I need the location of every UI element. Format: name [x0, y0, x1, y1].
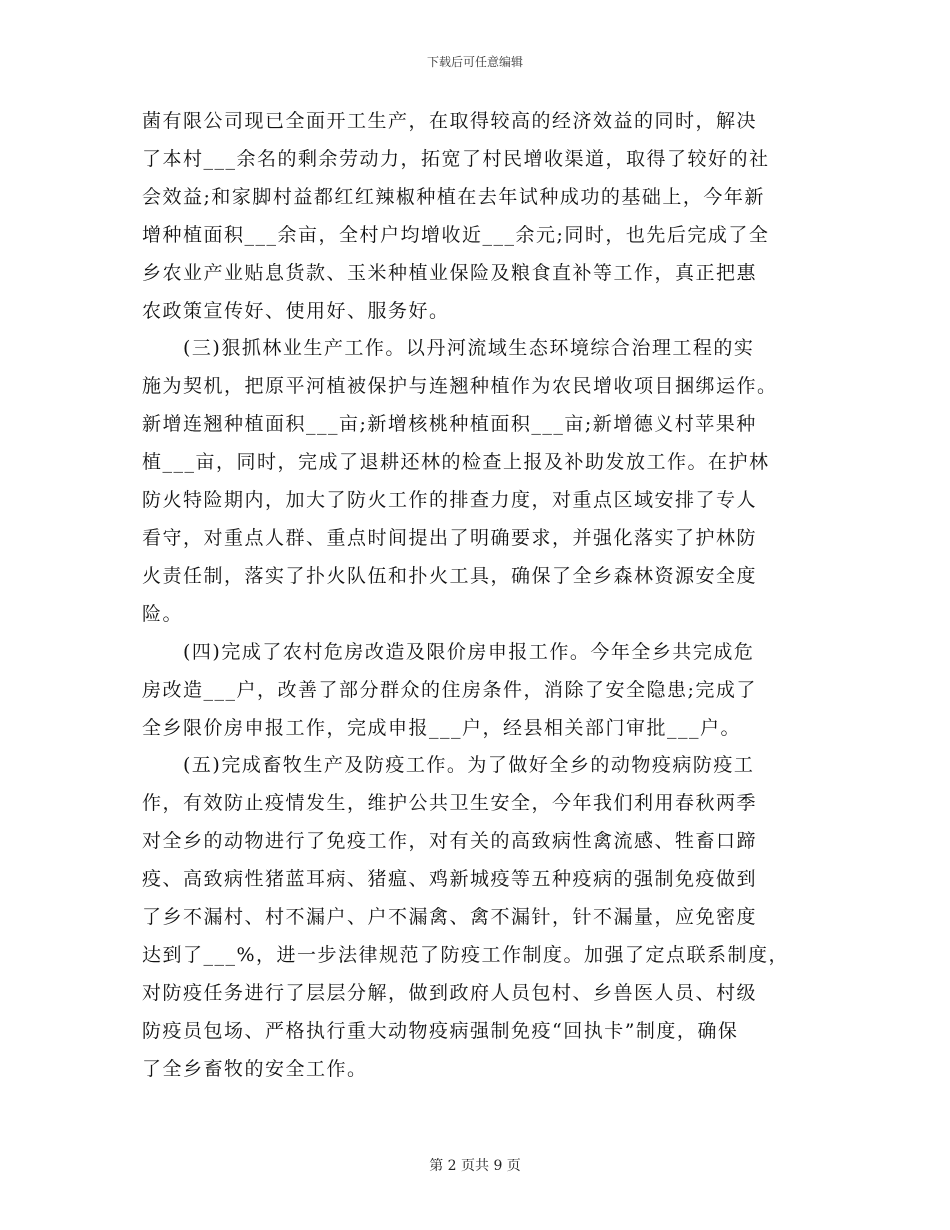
text-line: 增种植面积___余亩，全村户均增收近___余元;同时，也先后完成了全 [142, 223, 770, 246]
page-header: 下载后可任意编辑 [426, 55, 523, 69]
paragraph-forestry [142, 330, 808, 633]
text-line: 菌有限公司现已全面开工生产，在取得较高的经济效益的同时，解决 [142, 110, 758, 132]
text-line: 了全乡畜牧的安全工作。 [142, 1057, 368, 1080]
text-line: 全乡限价房申报工作，完成申报___户，经县相关部门审批___户。 [142, 716, 742, 739]
text-line: 了本村___余名的剩余劳动力，拓宽了村民增收渠道，取得了较好的社 [142, 147, 770, 170]
text-line: 对全乡的动物进行了免疫工作，对有关的高致病性禽流感、牲畜口蹄 [142, 830, 758, 853]
text-line: 农政策宣传好、使用好、服务好。 [142, 299, 450, 322]
text-line: 达到了___%，进一步法律规范了防疫工作制度。加强了定点联系制度， [142, 943, 790, 966]
text-line: 乡农业产业贴息货款、玉米种植业保险及粮食直补等工作，真正把惠 [142, 261, 758, 284]
text-line: 防火特险期内，加大了防火工作的排查力度，对重点区域安排了专人 [142, 489, 758, 512]
paragraph-livestock [142, 747, 808, 1088]
paragraph-housing [142, 634, 808, 748]
text-line: 疫、高致病性猪蓝耳病、猪瘟、鸡新城疫等五种疫病的强制免疫做到 [142, 868, 758, 891]
paragraph-agriculture-continued [142, 103, 808, 330]
text-line: 对防疫任务进行了层层分解，做到政府人员包村、乡兽医人员、村级 [142, 981, 758, 1004]
text-line: 会效益;和家脚村益都红红辣椒种植在去年试种成功的基础上，今年新 [142, 185, 765, 208]
text-line: 看守，对重点人群、重点时间提出了明确要求，并强化落实了护林防 [142, 526, 758, 549]
text-line: 作，有效防止疫情发生，维护公共卫生安全，今年我们利用春秋两季 [142, 792, 758, 815]
text-line: (三)狠抓林业生产工作。以丹河流域生态环境综合治理工程的实 [142, 337, 755, 360]
text-line: 植___亩，同时，完成了退耕还林的检查上报及补助发放工作。在护林 [142, 451, 770, 474]
page-number: 第 2 页共 9 页 [429, 1158, 521, 1174]
text-line: (五)完成畜牧生产及防疫工作。为了做好全乡的动物疫病防疫工 [142, 754, 755, 777]
text-line: 火责任制，落实了扑火队伍和扑火工具，确保了全乡森林资源安全度 [142, 564, 758, 587]
text-line: 房改造___户，改善了部分群众的住房条件，消除了安全隐患;完成了 [142, 678, 757, 701]
text-line: 新增连翘种植面积___亩;新增核桃种植面积___亩;新增德义村苹果种 [142, 413, 757, 436]
text-line: 了乡不漏村、村不漏户、户不漏禽、禽不漏针，针不漏量，应免密度 [142, 906, 758, 929]
text-line: 防疫员包场、严格执行重大动物疫病强制免疫“回执卡”制度，确保 [142, 1019, 739, 1042]
text-line: (四)完成了农村危房改造及限价房申报工作。今年全乡共完成危 [142, 640, 755, 663]
text-line: 施为契机，把原平河植被保护与连翘种植作为农民增收项目捆绑运作。 [142, 375, 778, 398]
text-line: 险。 [142, 602, 184, 625]
document-body [142, 103, 808, 1089]
